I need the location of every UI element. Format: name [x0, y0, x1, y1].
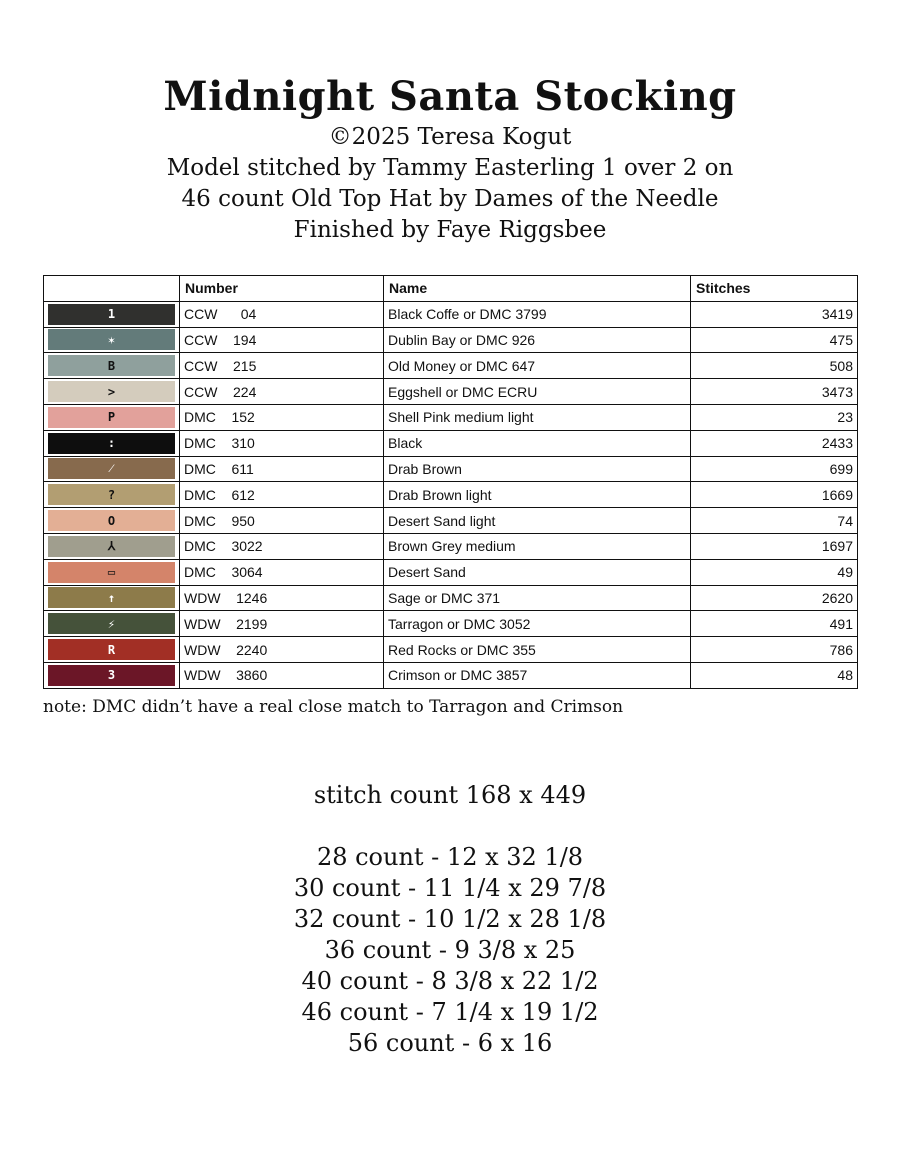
table-row — [44, 456, 858, 482]
table-row — [44, 662, 858, 688]
floss-name: Drab Brown light — [384, 482, 691, 508]
fabric-line: 46 count Old Top Hat by Dames of the Needle — [181, 186, 719, 212]
stitch-total: 475 — [691, 327, 858, 353]
swatch-cell — [44, 585, 180, 611]
fabric-size-list — [0, 842, 900, 1059]
floss-name: Eggshell or DMC ECRU — [384, 379, 691, 405]
pattern-header — [0, 72, 900, 246]
swatch-cell — [44, 533, 180, 559]
floss-name: Dublin Bay or DMC 926 — [384, 327, 691, 353]
floss-number: DMC 152 — [180, 404, 384, 430]
color-swatch: O — [48, 510, 175, 531]
color-swatch: ? — [48, 484, 175, 505]
color-swatch: ↑ — [48, 587, 175, 608]
swatch-cell — [44, 379, 180, 405]
floss-name: Brown Grey medium — [384, 533, 691, 559]
floss-name: Desert Sand light — [384, 508, 691, 534]
stitch-total: 3473 — [691, 379, 858, 405]
floss-name: Tarragon or DMC 3052 — [384, 611, 691, 637]
swatch-cell — [44, 301, 180, 327]
floss-name: Sage or DMC 371 — [384, 585, 691, 611]
table-header-row — [44, 276, 858, 302]
swatch-cell — [44, 611, 180, 637]
floss-name: Crimson or DMC 3857 — [384, 662, 691, 688]
floss-number: CCW 215 — [180, 353, 384, 379]
size-info — [0, 780, 900, 1059]
name-column-header: Name — [384, 276, 691, 302]
stitch-total: 1669 — [691, 482, 858, 508]
fabric-size-line: 32 count - 10 1/2 x 28 1/8 — [293, 905, 607, 933]
swatch-cell — [44, 456, 180, 482]
table-row — [44, 327, 858, 353]
fabric-size-line: 28 count - 12 x 32 1/8 — [316, 843, 584, 871]
stitches-column-header: Stitches — [691, 276, 858, 302]
floss-number: WDW 2199 — [180, 611, 384, 637]
table-row — [44, 482, 858, 508]
stitch-total: 23 — [691, 404, 858, 430]
swatch-cell — [44, 508, 180, 534]
table-row — [44, 559, 858, 585]
stitch-total: 49 — [691, 559, 858, 585]
fabric-size-line: 30 count - 11 1/4 x 29 7/8 — [293, 874, 607, 902]
floss-number: CCW 194 — [180, 327, 384, 353]
stitch-count: stitch count 168 x 449 — [313, 781, 587, 809]
color-swatch: ⚡ — [48, 613, 175, 634]
fabric-size-line: 46 count - 7 1/4 x 19 1/2 — [301, 998, 599, 1026]
swatch-cell — [44, 430, 180, 456]
swatch-cell — [44, 662, 180, 688]
floss-number: DMC 3064 — [180, 559, 384, 585]
floss-key-body — [44, 301, 858, 688]
table-row — [44, 611, 858, 637]
table-row — [44, 508, 858, 534]
fabric-size-line: 56 count - 6 x 16 — [347, 1029, 553, 1057]
floss-number: DMC 612 — [180, 482, 384, 508]
floss-number: WDW 1246 — [180, 585, 384, 611]
copyright-line: ©2025 Teresa Kogut — [328, 124, 572, 150]
floss-number: WDW 3860 — [180, 662, 384, 688]
table-row — [44, 637, 858, 663]
stitch-total: 699 — [691, 456, 858, 482]
swatch-cell — [44, 404, 180, 430]
floss-number: DMC 950 — [180, 508, 384, 534]
floss-name: Desert Sand — [384, 559, 691, 585]
table-row — [44, 379, 858, 405]
swatch-cell — [44, 637, 180, 663]
floss-number: CCW 224 — [180, 379, 384, 405]
color-swatch: > — [48, 381, 175, 402]
floss-name: Black — [384, 430, 691, 456]
stitch-total: 74 — [691, 508, 858, 534]
swatch-cell — [44, 327, 180, 353]
stitch-total: 1697 — [691, 533, 858, 559]
table-row — [44, 533, 858, 559]
stitch-total: 508 — [691, 353, 858, 379]
table-row — [44, 353, 858, 379]
stitch-total: 786 — [691, 637, 858, 663]
finished-line: Finished by Faye Riggsbee — [293, 217, 607, 243]
color-swatch: ⁄ — [48, 458, 175, 479]
fabric-size-line: 40 count - 8 3/8 x 22 1/2 — [301, 967, 599, 995]
stitch-total: 2433 — [691, 430, 858, 456]
swatch-cell — [44, 353, 180, 379]
floss-name: Shell Pink medium light — [384, 404, 691, 430]
color-swatch: B — [48, 355, 175, 376]
color-swatch: : — [48, 433, 175, 454]
stitch-total: 2620 — [691, 585, 858, 611]
floss-number: WDW 2240 — [180, 637, 384, 663]
color-swatch: 3 — [48, 665, 175, 686]
floss-number: CCW 04 — [180, 301, 384, 327]
table-row — [44, 404, 858, 430]
table-row — [44, 301, 858, 327]
stitch-total: 3419 — [691, 301, 858, 327]
floss-name: Red Rocks or DMC 355 — [384, 637, 691, 663]
table-row — [44, 585, 858, 611]
floss-number: DMC 310 — [180, 430, 384, 456]
color-swatch: R — [48, 639, 175, 660]
swatch-column-header — [44, 276, 180, 302]
floss-number: DMC 611 — [180, 456, 384, 482]
swatch-cell — [44, 482, 180, 508]
number-column-header: Number — [180, 276, 384, 302]
color-swatch: 1 — [48, 304, 175, 325]
floss-name: Drab Brown — [384, 456, 691, 482]
floss-name: Old Money or DMC 647 — [384, 353, 691, 379]
stitch-total: 491 — [691, 611, 858, 637]
fabric-size-line: 36 count - 9 3/8 x 25 — [324, 936, 576, 964]
pattern-title: Midnight Santa Stocking — [163, 73, 737, 120]
floss-number: DMC 3022 — [180, 533, 384, 559]
model-line: Model stitched by Tammy Easterling 1 over 2 on — [166, 155, 734, 181]
floss-name: Black Coffe or DMC 3799 — [384, 301, 691, 327]
table-row — [44, 430, 858, 456]
stitch-total: 48 — [691, 662, 858, 688]
color-swatch: ▭ — [48, 562, 175, 583]
floss-key-table — [43, 275, 858, 689]
match-note: note: DMC didn’t have a real close match to Tarragon and Crimson — [43, 697, 624, 717]
color-swatch: P — [48, 407, 175, 428]
swatch-cell — [44, 559, 180, 585]
color-swatch: ⅄ — [48, 536, 175, 557]
color-swatch: ✶ — [48, 329, 175, 350]
